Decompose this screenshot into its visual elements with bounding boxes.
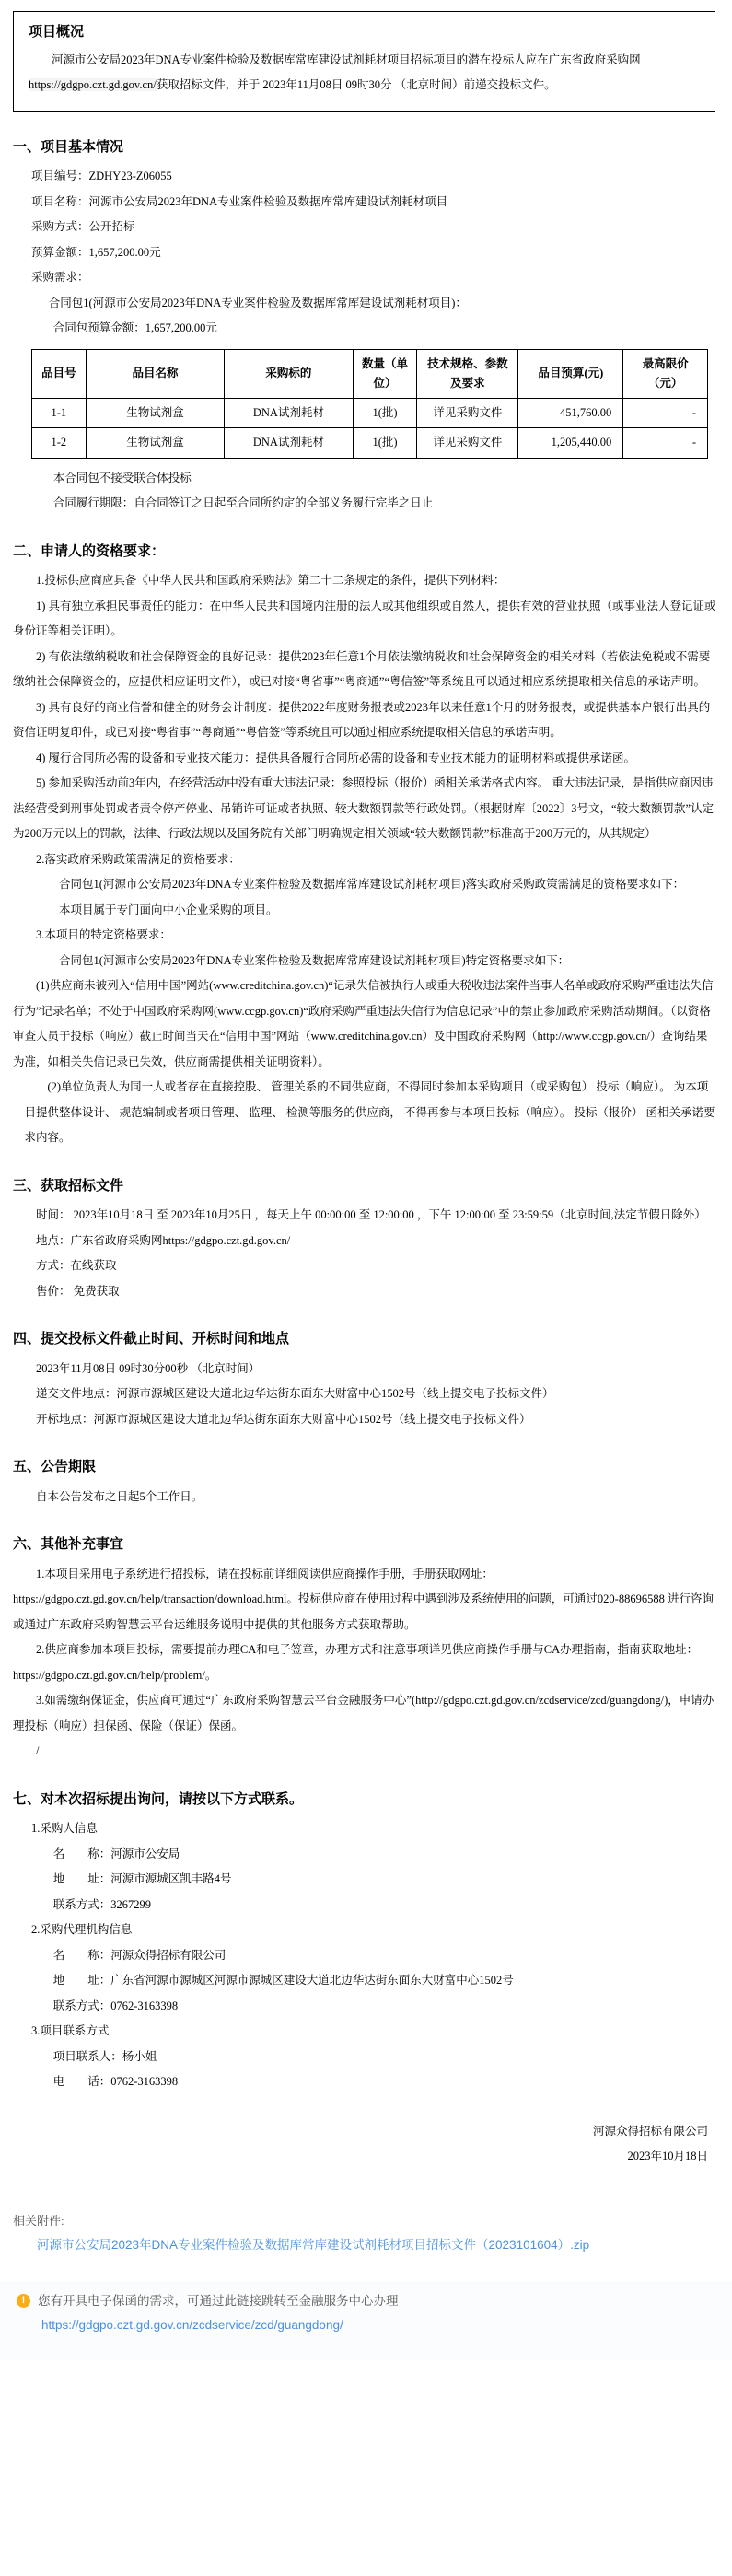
paragraph: 5) 参加采购活动前3年内，在经营活动中没有重大违法记录：参照投标（报价）函相关承诺格式内容。 重大违法记录，是指供应商因违法经营受到刑事处罚或者责令停产停业、吊销许可证或者执照、较大数额罚款等行政处罚。（根据财库〔2022〕3号文，“较大数额罚款”认定为200万元以上的罚款，法律、行政法规以及国务院有关部门明确规定相关领域“较大数额罚款”标准高于200万元的，从其规定）: [13, 776, 715, 840]
procurement-site-url: https://gdgpo.czt.gd.gov.cn/: [29, 78, 157, 91]
paragraph: 本项目属于专门面向中小企业采购的项目。: [59, 903, 278, 916]
cell: 详见采购文件: [417, 399, 518, 428]
table-header-row: [32, 349, 708, 399]
paragraph: 4) 履行合同所必需的设备和专业技术能力：提供具备履行合同所必需的设备和专业技术能力的证明材料或提供承诺函。: [36, 751, 636, 764]
paragraph: 3) 具有良好的商业信誉和健全的财务会计制度：提供2022年度财务报表或2023年以来任意1个月的财务报表，或提供基本户银行出具的资信证明复印件，或已对接“粤省事”“粤商通”“粤信签”等系统且可以通过相应系统提取相关信息的承诺声明。: [13, 700, 711, 739]
paragraph: 2023年11月08日 09时30分00秒 （北京时间）: [36, 1361, 261, 1375]
cell: -: [623, 428, 708, 458]
paragraph: 联系方式：0762-3163398: [52, 1999, 179, 2012]
section-deadline-opening: [13, 1326, 717, 1432]
paragraph: 递交文件地点：河源市源城区建设大道北边华达街东面东大财富中心1502号（线上提交电子投标文件）: [36, 1387, 554, 1400]
section-announcement-period: [13, 1454, 717, 1509]
paragraph: 2.落实政府采购政策需满足的资格要求：: [36, 852, 240, 866]
section-heading: 六、其他补充事宜: [13, 1537, 124, 1552]
project-overview-box: [13, 11, 715, 112]
table-row: [32, 428, 708, 458]
overview-title: 项目概况: [29, 25, 85, 40]
paragraph: 项目联系人：杨小姐: [52, 2049, 157, 2063]
section-obtain-documents: [13, 1173, 717, 1305]
finance-center-link[interactable]: https://gdgpo.czt.gd.gov.cn/zcdservice/zcd/guangdong/: [41, 2318, 343, 2333]
paragraph: /: [36, 1744, 40, 1757]
paragraph: (1)供应商未被列入“信用中国”网站(www.creditchina.gov.cn)“记录失信被执行人或重大税收违法案件当事人名单或政府采购严重违法失信行为”记录名单；不处于中国政府采购网(www.ccgp.gov.cn)“政府采购严重违法失信行为信息记录”中的禁止参加政府采购活动期间。（以资格审查人员于投标（响应）截止时间当天在“信用中国”网站（www.creditchina.gov.cn）及中国政府采购网（http://www.ccgp.gov.cn/）查询结果为准，如相关失信记录已失效，供应商需提供相关证明资料）。: [13, 979, 714, 1068]
cell: 451,760.00: [518, 399, 623, 428]
procurement-items-table: [31, 349, 708, 459]
paragraph: 地 址：河源市源城区凯丰路4号: [52, 1872, 232, 1885]
guarantee-notice: [0, 2281, 732, 2360]
paragraph: 2) 有依法缴纳税收和社会保障资金的良好记录：提供2023年任意1个月依法缴纳税收和社会保障资金的相关材料（若依法免税或不需要缴纳社会保障资金的，应提供相应证明文件），或已对接“粤省事”“粤商通”“粤信签”等系统且可以通过相应系统提取相关信息的承诺声明。: [13, 649, 711, 688]
paragraph: (2)单位负责人为同一人或者存在直接控股、 管理关系的不同供应商，不得同时参加本采购项目（或采购包） 投标（响应）。 为本项目提供整体设计、 规范编制或者项目管理、 监理、 检测等服务的供应商， 不得再参与本项目投标（响应）。 投标（报价） 函相关承诺要求内容。: [24, 1080, 715, 1144]
warning-icon: !: [17, 2294, 30, 2308]
overview-intro-prefix: 河源市公安局2023年DNA专业案件检验及数据库常库建设试剂耗材项目招标项目的潜在投标人应在广东省政府采购网: [52, 52, 641, 66]
paragraph: 采购方式：公开招标: [31, 220, 135, 233]
cell: 1(批): [353, 428, 417, 458]
paragraph: 地点：广东省政府采购网https://gdgpo.czt.gd.gov.cn/: [36, 1233, 291, 1247]
overview-intro-suffix: 获取招标文件，并于 2023年11月08日 09时30分 （北京时间）前递交投标文件。: [156, 78, 556, 91]
section-heading: 四、提交投标文件截止时间、开标时间和地点: [13, 1332, 290, 1346]
header-cell: 品目号: [32, 349, 87, 399]
cell: 1,205,440.00: [518, 428, 623, 458]
section-heading: 七、对本次招标提出询问，请按以下方式联系。: [13, 1791, 304, 1807]
paragraph: 方式：在线获取: [36, 1259, 117, 1272]
cell: 1(批): [353, 399, 417, 428]
sections: [13, 134, 717, 2095]
paragraph: 时间： 2023年10月18日 至 2023年10月25日 ，每天上午 00:00:00 至 12:00:00 ，下午 12:00:00 至 23:59:59（北京时间,法定节假日除外）: [36, 1208, 706, 1221]
section-heading: 三、获取招标文件: [13, 1178, 124, 1194]
paragraph: 1.投标供应商应具备《中华人民共和国政府采购法》第二十二条规定的条件，提供下列材料：: [36, 574, 505, 587]
paragraph: 名 称：河源众得招标有限公司: [52, 1948, 227, 1962]
header-cell: 采购标的: [225, 349, 353, 399]
section-supplementary: [13, 1532, 717, 1765]
cell: 生物试剂盒: [86, 428, 224, 458]
section-heading: 一、项目基本情况: [13, 139, 124, 155]
attachments-label: 相关附件:: [13, 2213, 64, 2228]
header-cell: 最高限价（元）: [623, 349, 708, 399]
paragraph: 名 称：河源市公安局: [52, 1847, 180, 1860]
header-cell: 品目名称: [86, 349, 224, 399]
section-contact: [13, 1787, 717, 2095]
paragraph: 采购需求：: [31, 271, 89, 284]
paragraph: 合同包预算金额：1,657,200.00元: [52, 321, 217, 334]
paragraph: 合同包1(河源市公安局2023年DNA专业案件检验及数据库常库建设试剂耗材项目)落实政府采购政策需满足的资格要求如下：: [59, 878, 685, 891]
section-heading: 五、公告期限: [13, 1460, 97, 1474]
attachments-block: [0, 2210, 732, 2258]
paragraph: 本合同包不接受联合体投标: [52, 471, 192, 484]
cell: 详见采购文件: [417, 428, 518, 458]
paragraph: 2.采购代理机构信息: [31, 1923, 133, 1936]
paragraph: 联系方式：3267299: [52, 1897, 152, 1911]
paragraph: 1.本项目采用电子系统进行招投标，请在投标前详细阅读供应商操作手册，手册获取网址：https://gdgpo.czt.gd.gov.cn/help/transaction/download.html。投标供应商在使用过程中遇到涉及系统使用的问题，可通过020-88696588 进行咨询或通过广东政府采购智慧云平台运维服务说明中提供的其他服务方式获取帮助。: [13, 1567, 714, 1631]
paragraph: 预算金额：1,657,200.00元: [31, 245, 161, 259]
notice-text: 您有开具电子保函的需求，可通过此链接跳转至金融服务中心办理: [38, 2294, 399, 2309]
cell: DNA试剂耗材: [225, 428, 353, 458]
cell: 生物试剂盒: [86, 399, 224, 428]
signature-date: 2023年10月18日: [627, 2150, 708, 2162]
paragraph: 售价： 免费获取: [36, 1284, 120, 1298]
paragraph: 自本公告发布之日起5个工作日。: [36, 1489, 203, 1503]
section-qualification: [13, 539, 717, 1151]
table-row: [32, 399, 708, 428]
paragraph: 3.本项目的特定资格要求：: [36, 928, 171, 941]
paragraph: 项目名称：河源市公安局2023年DNA专业案件检验及数据库常库建设试剂耗材项目: [31, 194, 448, 208]
paragraph: 1.采购人信息: [31, 1822, 98, 1835]
paragraph: 开标地点：河源市源城区建设大道北边华达街东面东大财富中心1502号（线上提交电子投标文件）: [36, 1412, 531, 1426]
paragraph: 地 址：广东省河源市源城区河源市源城区建设大道北边华达街东面东大财富中心1502号: [52, 1974, 514, 1987]
signature-company: 河源众得招标有限公司: [592, 2124, 708, 2138]
overview-intro: [29, 48, 700, 99]
cell: -: [623, 399, 708, 428]
cell: 1-2: [32, 428, 87, 458]
attachment-file-link[interactable]: 河源市公安局2023年DNA专业案件检验及数据库常库建设试剂耗材项目招标文件（2023101604）.zip: [37, 2238, 590, 2253]
paragraph: 3.如需缴纳保证金，供应商可通过“广东政府采购智慧云平台金融服务中心”(http://gdgpo.czt.gd.gov.cn/zcdservice/zcd/guangdong/)，申请办理投标（响应）担保函、保险（保证）保函。: [13, 1694, 715, 1732]
paragraph: 1) 具有独立承担民事责任的能力：在中华人民共和国境内注册的法人或其他组织或自然人，提供有效的营业执照（或事业法人登记证或身份证等相关证明）。: [13, 599, 716, 637]
header-cell: 技术规格、参数及要求: [417, 349, 518, 399]
cell: 1-1: [32, 399, 87, 428]
cell: DNA试剂耗材: [225, 399, 353, 428]
header-cell: 数量（单位）: [353, 349, 417, 399]
paragraph: 电 话：0762-3163398: [52, 2075, 179, 2088]
paragraph: 2.供应商参加本项目投标，需要提前办理CA和电子签章，办理方式和注意事项详见供应商操作手册与CA办理指南，指南获取地址：https://gdgpo.czt.gd.gov.cn/help/problem/。: [13, 1643, 699, 1682]
paragraph: 3.项目联系方式: [31, 2024, 110, 2037]
paragraph: 合同包1(河源市公安局2023年DNA专业案件检验及数据库常库建设试剂耗材项目)：: [48, 296, 467, 309]
paragraph: 项目编号：ZDHY23-Z06055: [31, 169, 172, 182]
header-cell: 品目预算(元): [518, 349, 623, 399]
paragraph: 合同包1(河源市公安局2023年DNA专业案件检验及数据库常库建设试剂耗材项目)特定资格要求如下：: [59, 953, 570, 967]
paragraph: 合同履行期限：自合同签订之日起至合同所约定的全部义务履行完毕之日止: [52, 496, 434, 509]
signature-block: [13, 2119, 708, 2170]
section-heading: 二、申请人的资格要求：: [13, 543, 166, 559]
section-basic-info: [13, 134, 717, 517]
